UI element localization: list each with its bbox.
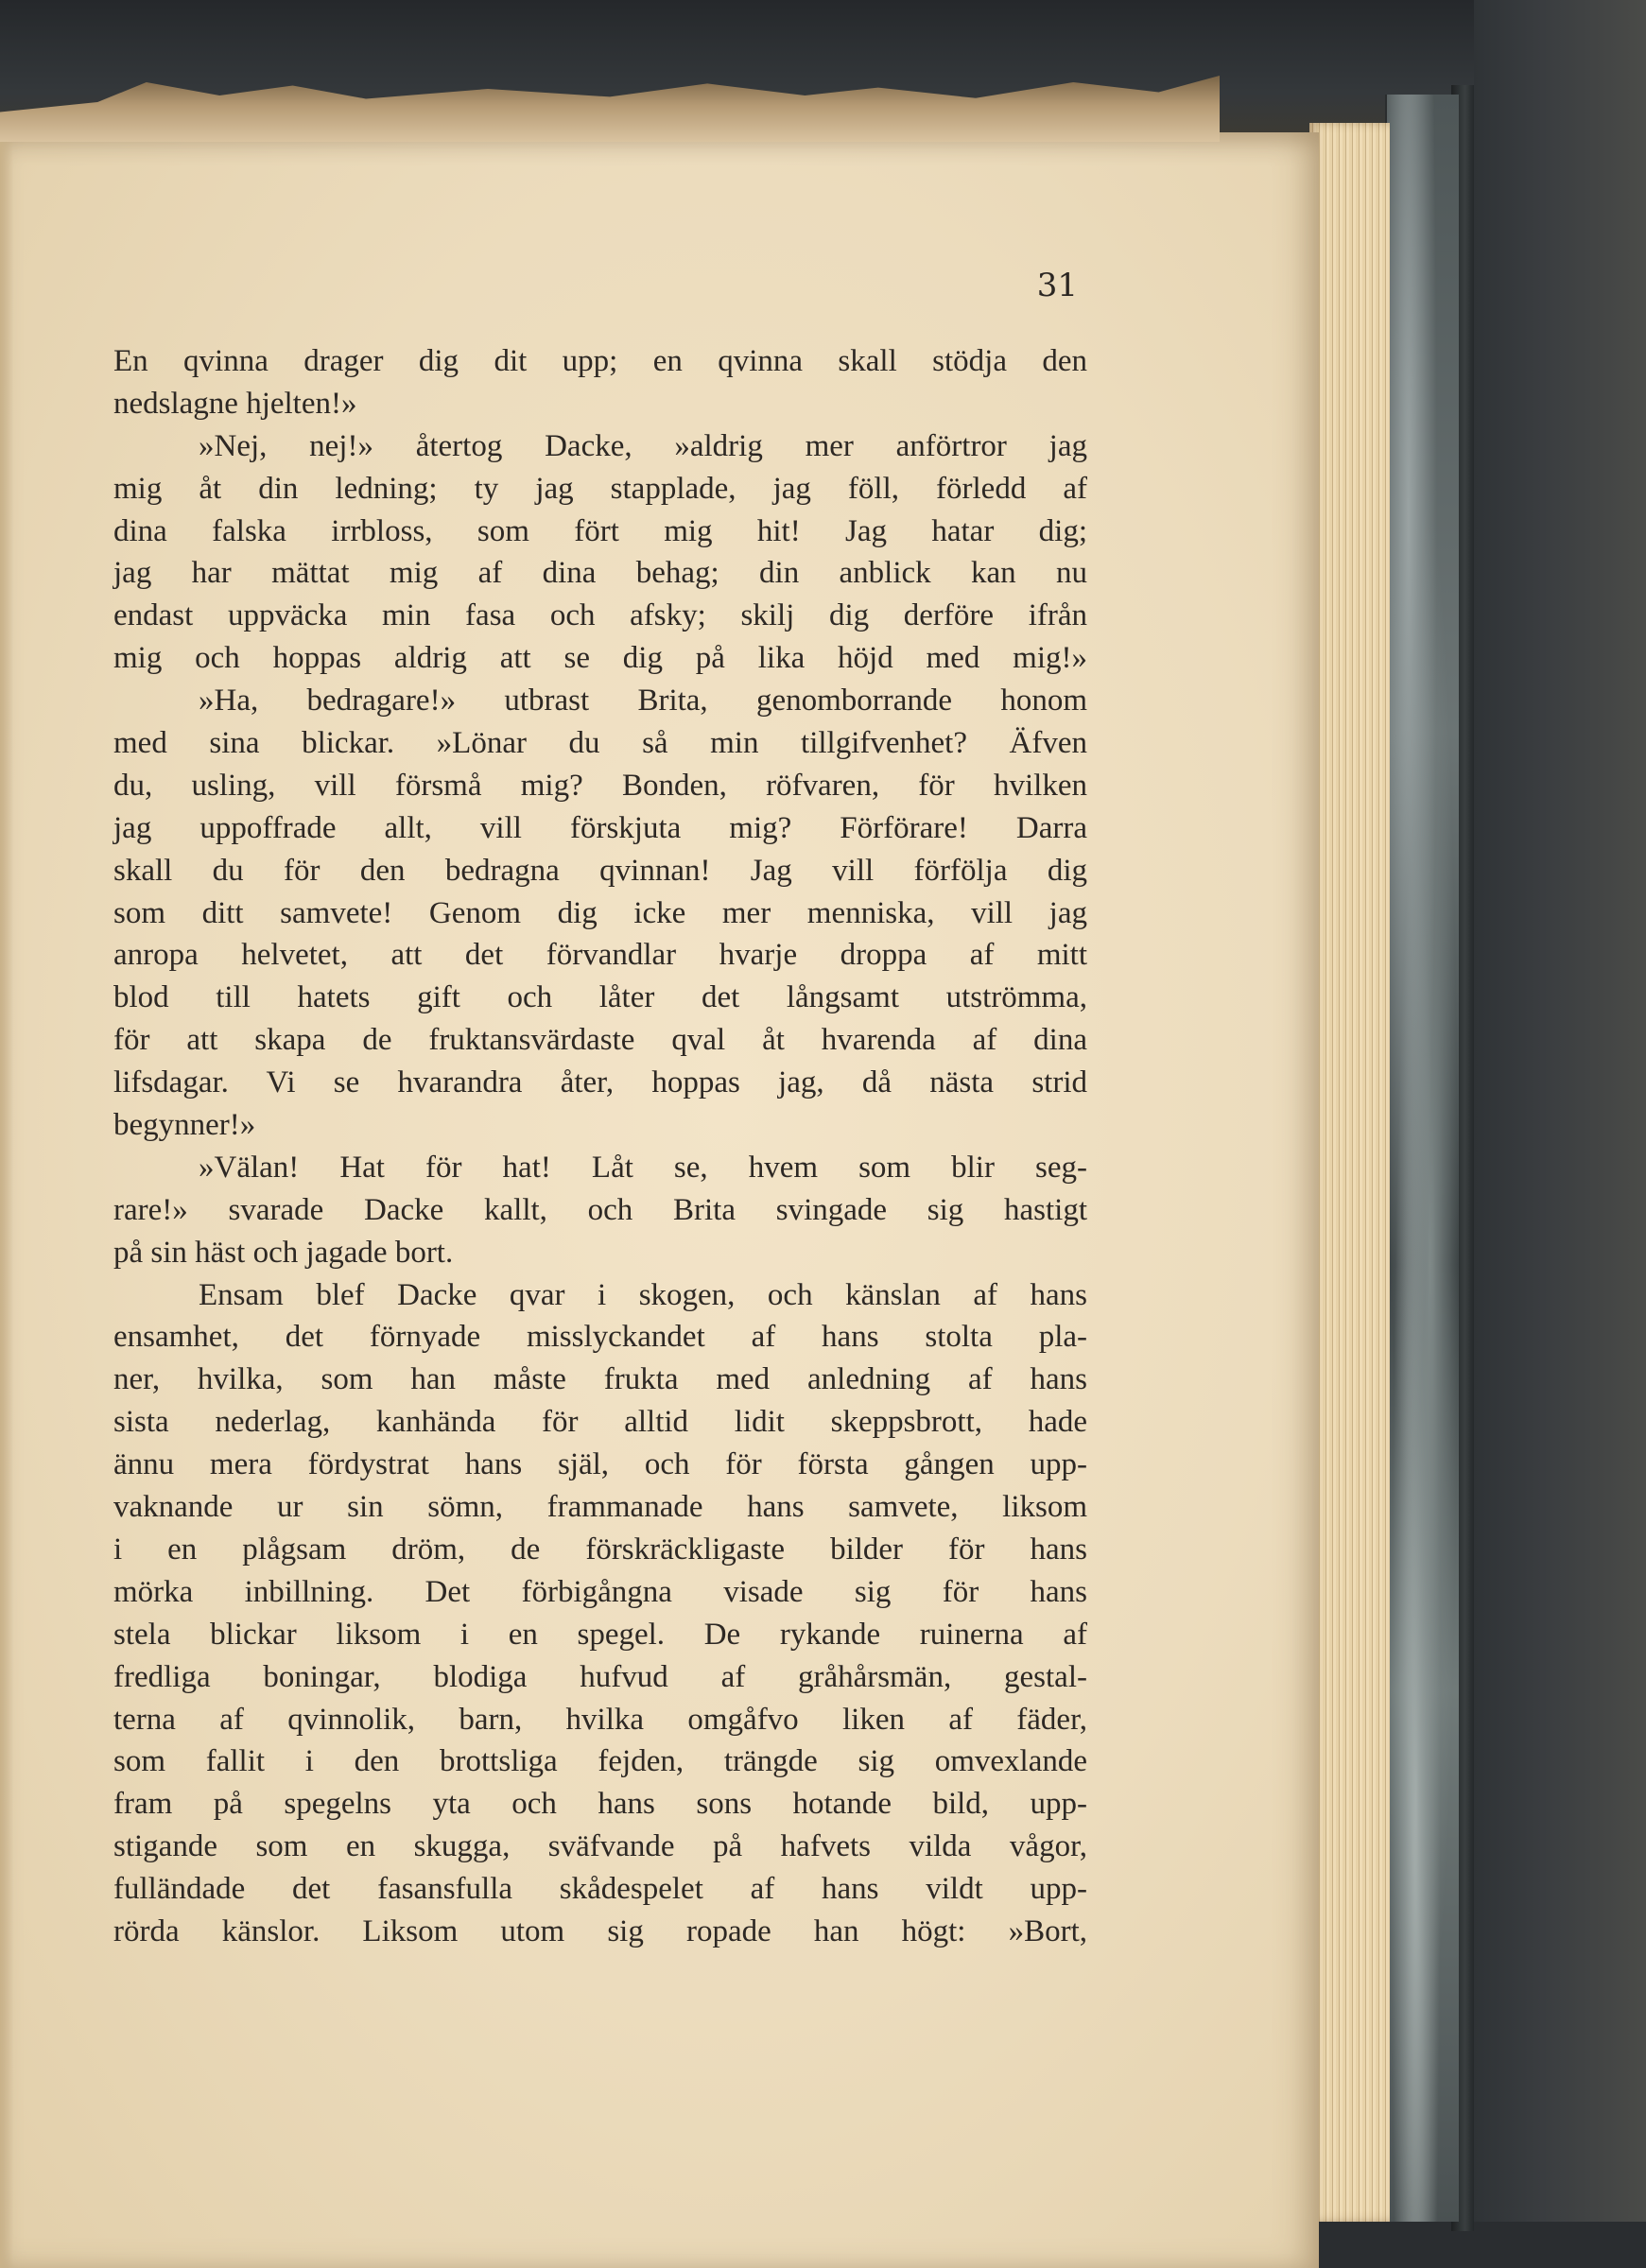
text-line: jag har mättat mig af dina behag; din anblick kan nu bbox=[113, 556, 1087, 591]
text-line: En qvinna drager dig dit upp; en qvinna skall stödja den bbox=[113, 344, 1087, 378]
text-line: fram på spegelns yta och hans sons hotande bild, upp- bbox=[113, 1787, 1087, 1822]
text-line: ännu mera fördystrat hans själ, och för första gången upp- bbox=[113, 1447, 1087, 1482]
text-line: för att skapa de fruktansvärdaste qval åt hvarenda af dina bbox=[113, 1023, 1087, 1058]
text-line: mörka inbillning. Det förbigångna visade sig för hans bbox=[113, 1574, 1087, 1609]
text-line: ensamhet, det förnyade misslyckandet af hans stolta pla- bbox=[113, 1320, 1087, 1355]
text-line: begynner!» bbox=[113, 1108, 256, 1143]
text-line: jag uppoffrade allt, vill förskjuta mig? Förförare! Darra bbox=[113, 810, 1087, 845]
marbled-cover-board bbox=[1385, 95, 1459, 2222]
text-line: du, usling, vill försmå mig? Bonden, röfvaren, för hvilken bbox=[113, 768, 1087, 803]
text-line: ner, hvilka, som han måste frukta med anledning af hans bbox=[113, 1362, 1087, 1397]
text-line: »Ha, bedragare!» utbrast Brita, genomborrande honom bbox=[199, 684, 1087, 718]
text-line: fulländade det fasansfulla skådespelet af hans vildt upp- bbox=[113, 1872, 1087, 1907]
text-line: mig och hoppas aldrig att se dig på lika höjd med mig!» bbox=[113, 641, 1087, 676]
text-line: lifsdagar. Vi se hvarandra åter, hoppas jag, då nästa strid bbox=[113, 1065, 1087, 1100]
text-line: på sin häst och jagade bort. bbox=[113, 1235, 454, 1270]
text-line: »Nej, nej!» återtog Dacke, »aldrig mer anförtror jag bbox=[199, 428, 1087, 463]
page-stack-fore-edge bbox=[1309, 123, 1390, 2222]
text-line: sista nederlag, kanhända för alltid lidit skeppsbrott, hade bbox=[113, 1405, 1087, 1440]
page-gutter-shade bbox=[0, 132, 13, 2268]
text-line: i en plågsam dröm, de förskräckligaste bilder för hans bbox=[113, 1532, 1087, 1567]
text-line: endast uppväcka min fasa och afsky; skilj dig derföre ifrån bbox=[113, 598, 1087, 633]
text-line: dina falska irrbloss, som fört mig hit! Jag hatar dig; bbox=[113, 513, 1087, 548]
text-line: anropa helvetet, att det förvandlar hvarje droppa af mitt bbox=[113, 938, 1087, 973]
body-text bbox=[113, 340, 1087, 1953]
text-line: nedslagne hjelten!» bbox=[113, 386, 357, 421]
text-line: blod till hatets gift och låter det långsamt utströmma, bbox=[113, 980, 1087, 1015]
page-number: 31 bbox=[1036, 267, 1078, 304]
text-line: stigande som en skugga, sväfvande på hafvets vilda vågor, bbox=[113, 1829, 1087, 1864]
text-line: mig åt din ledning; ty jag stapplade, jag föll, förledd af bbox=[113, 471, 1087, 506]
text-line: som ditt samvete! Genom dig icke mer menniska, vill jag bbox=[113, 895, 1087, 930]
text-line: skall du för den bedragna qvinnan! Jag vill förfölja dig bbox=[113, 853, 1087, 888]
text-line: fredliga boningar, blodiga hufvud af gråhårsmän, gestal- bbox=[113, 1659, 1087, 1694]
text-line: »Välan! Hat för hat! Låt se, hvem som blir seg- bbox=[199, 1150, 1087, 1185]
text-line: Ensam blef Dacke qvar i skogen, och känslan af hans bbox=[199, 1277, 1087, 1312]
dark-background-right bbox=[1474, 0, 1646, 2268]
text-line: stela blickar liksom i en spegel. De rykande ruinerna af bbox=[113, 1617, 1087, 1652]
text-line: terna af qvinnolik, barn, hvilka omgåfvo liken af fäder, bbox=[113, 1702, 1087, 1737]
text-line: vaknande ur sin sömn, frammanade hans samvete, liksom bbox=[113, 1490, 1087, 1525]
text-line: rörda känslor. Liksom utom sig ropade han högt: »Bort, bbox=[113, 1913, 1087, 1948]
text-line: som fallit i den brottsliga fejden, trängde sig omvexlande bbox=[113, 1744, 1087, 1779]
text-line: med sina blickar. »Lönar du så min tillgifvenhet? Äfven bbox=[113, 726, 1087, 761]
text-line: rare!» svarade Dacke kallt, och Brita svingade sig hastigt bbox=[113, 1192, 1087, 1227]
